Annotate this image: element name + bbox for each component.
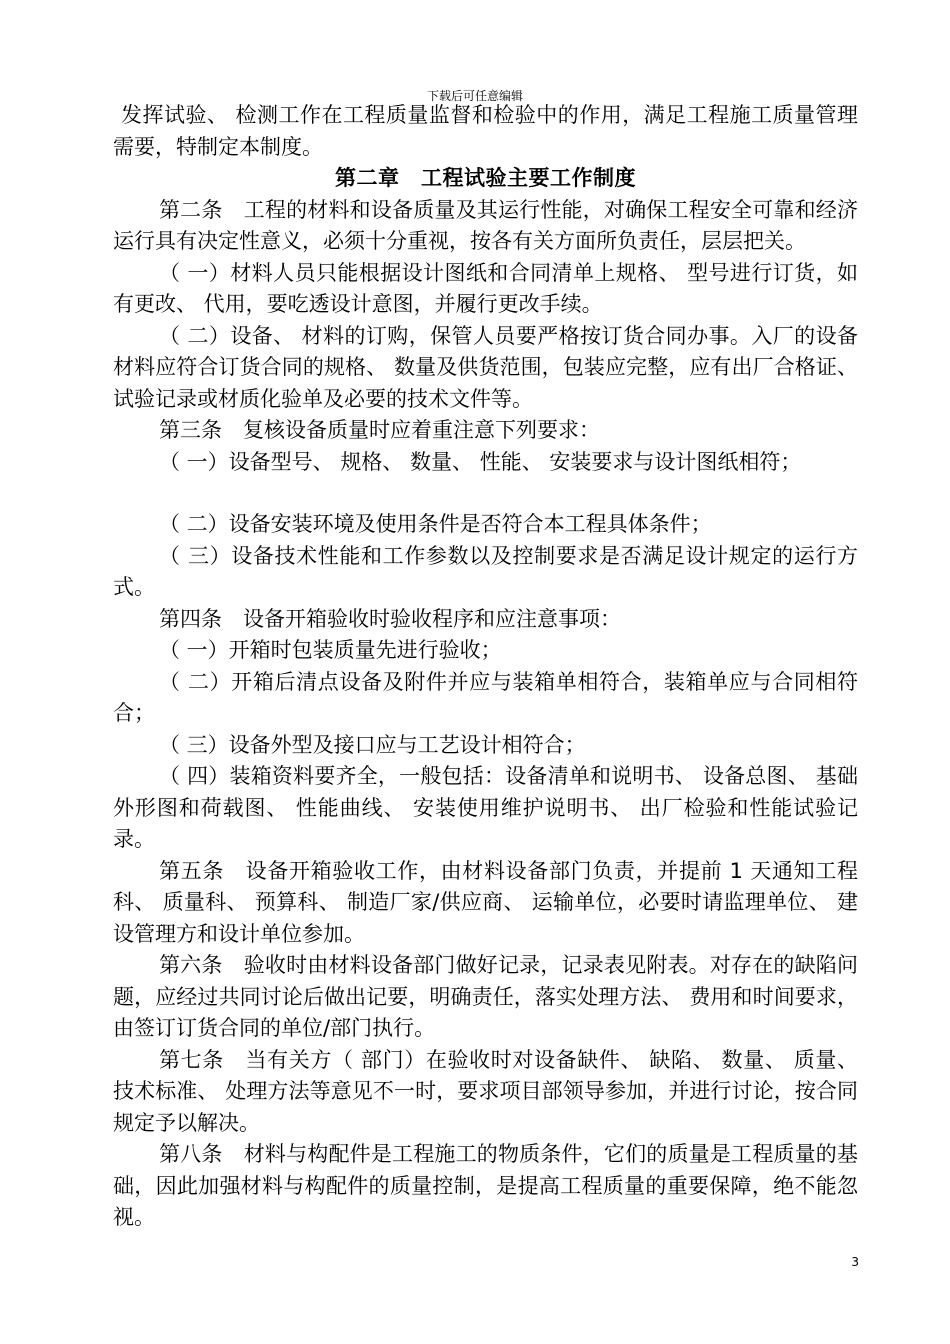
- page-number: 3: [851, 1255, 859, 1269]
- article-4-item-4: （ 四）装箱资料要齐全，一般包括：设备清单和说明书、 设备总图、 基础外形图和荷载图、 性能曲线、 安装使用维护说明书、 出厂检验和性能试验记录。: [113, 764, 858, 851]
- document-body: [113, 100, 858, 1234]
- article-3-item-1: （ 一）设备型号、 规格、 数量、 性能、 安装要求与设计图纸相符；: [159, 449, 802, 474]
- article-3: 第三条 复核设备质量时应着重注意下列要求：: [159, 418, 600, 442]
- paragraph-intro-continuation: 发挥试验、 检测工作在工程质量监督和检验中的作用，满足工程施工质量管理需要，特制定本制度。: [113, 103, 858, 159]
- article-3-item-2: （ 二）设备安装环境及使用条件是否符合本工程具体条件；: [159, 512, 712, 536]
- article-7: 第七条 当有关方（ 部门）在验收时对设备缺件、 缺陷、 数量、 质量、 技术标准、 处理方法等意见不一时，要求项目部领导参加，并进行讨论，按合同规定予以解决。: [113, 1047, 858, 1135]
- blank-line: [113, 478, 858, 509]
- article-3-item-3: （ 三）设备技术性能和工作参数以及控制要求是否满足设计规定的运行方式。: [113, 543, 858, 599]
- chapter-heading: 第二章 工程试验主要工作制度: [335, 166, 636, 190]
- article-4-item-1: （ 一）开箱时包装质量先进行验收；: [159, 638, 502, 662]
- page-header-note: 下载后可任意编辑: [426, 89, 523, 103]
- article-8: 第八条 材料与构配件是工程施工的物质条件，它们的质量是工程质量的基础，因此加强材料与构配件的质量控制，是提高工程质量的重要保障，绝不能忽视。: [113, 1142, 858, 1229]
- article-4: 第四条 设备开箱验收时验收程序和应注意事项：: [159, 606, 621, 631]
- article-2-item-2: （ 二）设备、 材料的订购，保管人员要严格按订货合同办事。入厂的设备材料应符合订货合同的规格、 数量及供货范围，包装应完整，应有出厂合格证、 试验记录或材质化验单及必要的技术文件等。: [113, 323, 858, 411]
- article-5: 第五条 设备开箱验收工作，由材料设备部门负责，并提前 1 天通知工程科、 质量科、 预算科、 制造厂家/供应商、 运输单位，必要时请监理单位、 建设管理方和设计单位参加。: [113, 858, 858, 946]
- article-2-item-1: （ 一）材料人员只能根据设计图纸和合同清单上规格、 型号进行订货，如有更改、 代用，要吃透设计意图，并履行更改手续。: [113, 260, 858, 316]
- article-6: 第六条 验收时由材料设备部门做好记录，记录表见附表。对存在的缺陷问题，应经过共同讨论后做出记要，明确责任，落实处理方法、 费用和时间要求，由签订订货合同的单位/部门执行。: [113, 953, 858, 1040]
- article-4-item-2: （ 二）开箱后清点设备及附件并应与装箱单相符合，装箱单应与合同相符合；: [113, 669, 858, 725]
- article-2: 第二条 工程的材料和设备质量及其运行性能，对确保工程安全可靠和经济运行具有决定性意义，必须十分重视，按各有关方面所负责任，层层把关。: [113, 197, 858, 253]
- article-4-item-3: （ 三）设备外型及接口应与工艺设计相符合；: [159, 732, 586, 757]
